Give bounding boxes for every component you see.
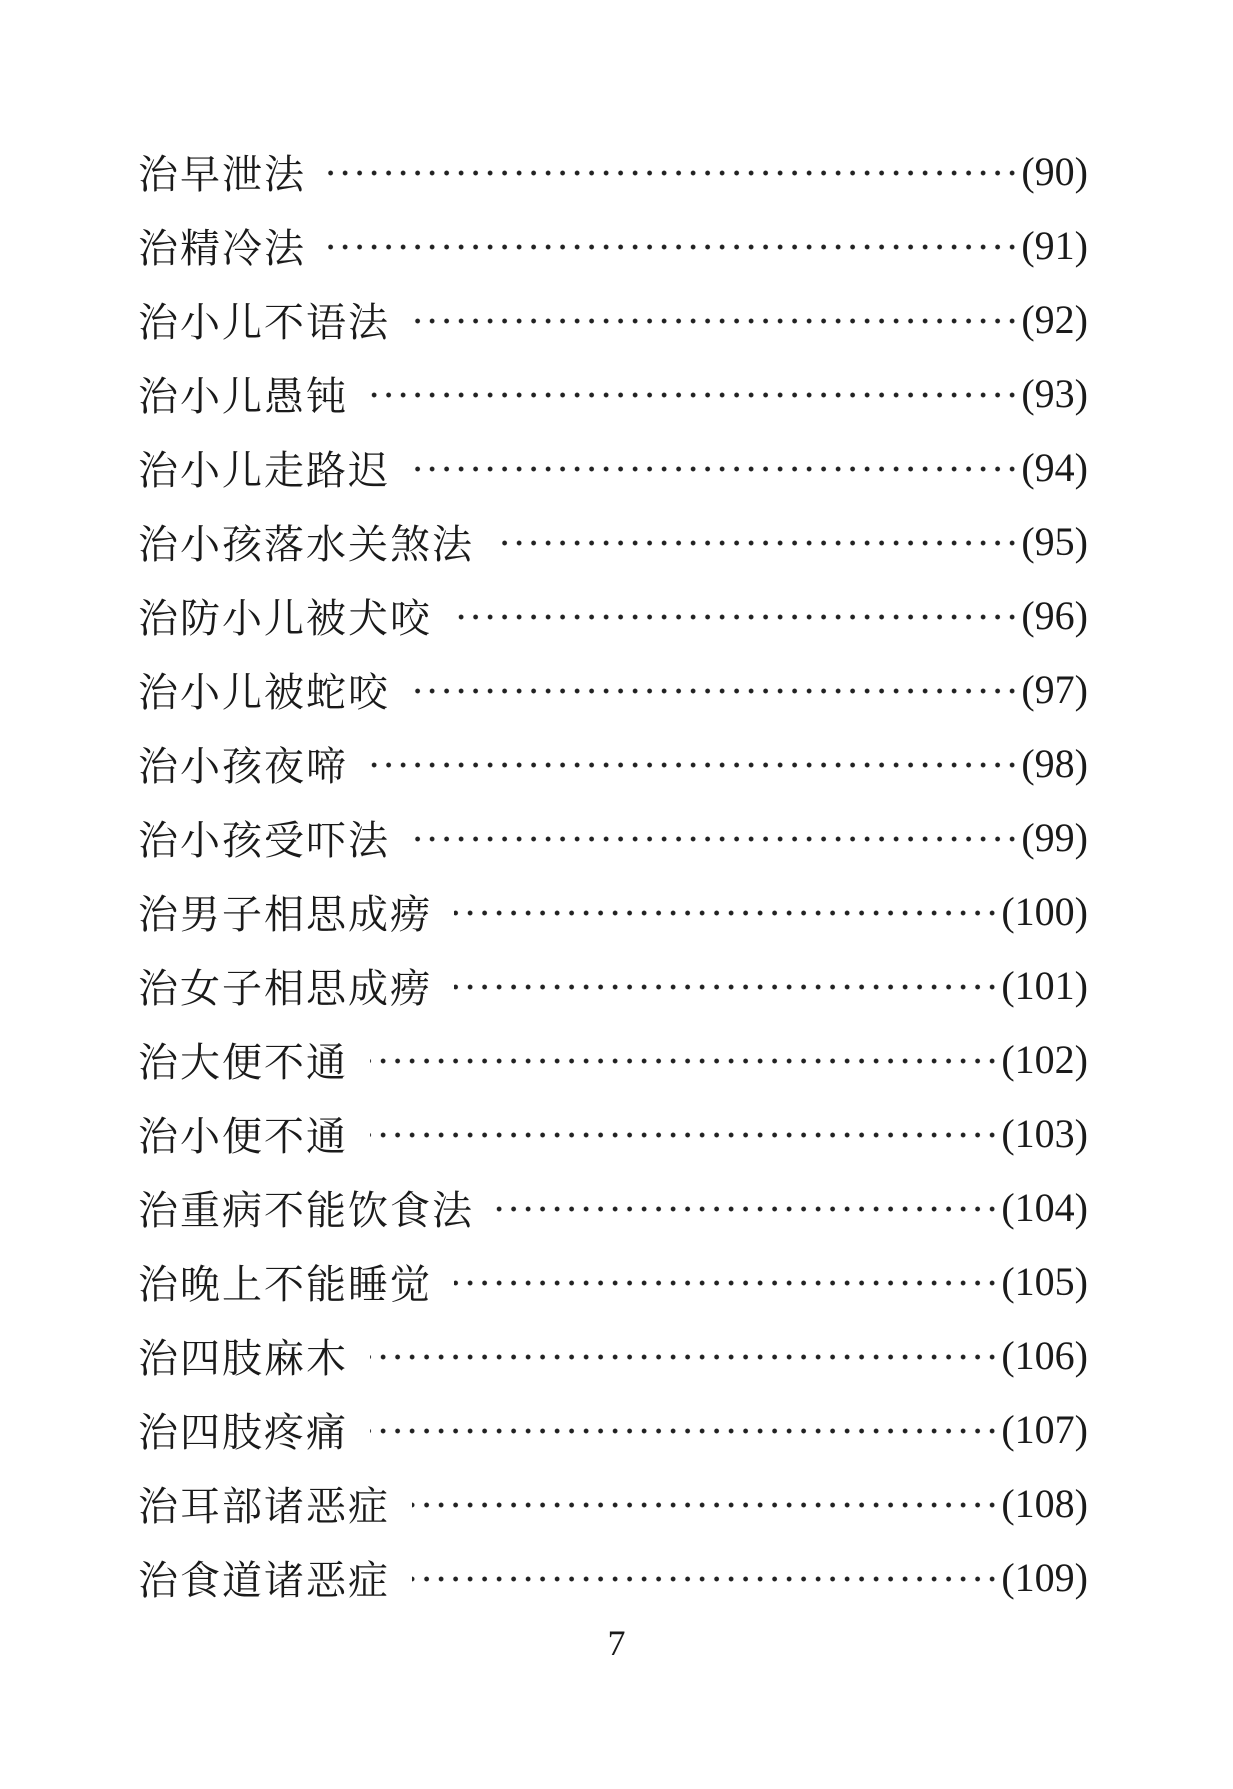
toc-entry <box>138 208 1088 282</box>
page-number: 7 <box>607 1623 626 1663</box>
toc-entry-page: (99) <box>1021 814 1088 860</box>
dot-leader <box>454 893 999 933</box>
toc-entry-page: (91) <box>1021 222 1088 268</box>
toc-entry-title: 治四肢麻木 <box>138 1335 348 1382</box>
toc-entry-page: (90) <box>1021 148 1088 194</box>
toc-entry-page: (105) <box>1001 1258 1088 1304</box>
toc-entry-title: 治重病不能饮食法 <box>138 1187 474 1234</box>
toc-entry-page: (100) <box>1001 888 1088 934</box>
toc-entry-title: 治四肢疼痛 <box>138 1409 348 1456</box>
toc-entry-title: 治耳部诸恶症 <box>138 1483 390 1530</box>
dot-leader <box>412 1485 999 1525</box>
toc-entry-title: 治大便不通 <box>138 1039 348 1086</box>
dot-leader <box>370 1041 999 1081</box>
dot-leader <box>496 1189 999 1229</box>
table-of-contents <box>138 134 1088 1614</box>
dot-leader <box>454 597 1019 637</box>
dot-leader <box>412 671 1019 711</box>
toc-entry <box>138 1540 1088 1614</box>
toc-entry-page: (102) <box>1001 1036 1088 1082</box>
toc-entry-title: 治精冷法 <box>138 225 306 272</box>
toc-entry-page: (101) <box>1001 962 1088 1008</box>
toc-entry <box>138 1318 1088 1392</box>
toc-entry <box>138 1170 1088 1244</box>
dot-leader <box>328 227 1019 267</box>
toc-entry-page: (95) <box>1021 518 1088 564</box>
dot-leader <box>370 375 1019 415</box>
toc-entry <box>138 504 1088 578</box>
dot-leader <box>454 967 999 1007</box>
toc-entry-title: 治防小儿被犬咬 <box>138 595 432 642</box>
dot-leader <box>412 1559 999 1599</box>
toc-entry <box>138 726 1088 800</box>
toc-entry-title: 治男子相思成痨 <box>138 891 432 938</box>
toc-entry <box>138 1466 1088 1540</box>
toc-entry-page: (97) <box>1021 666 1088 712</box>
dot-leader <box>370 1115 999 1155</box>
toc-entry-title: 治小儿被蛇咬 <box>138 669 390 716</box>
toc-entry-title: 治小孩夜啼 <box>138 743 348 790</box>
dot-leader <box>328 153 1019 193</box>
dot-leader <box>370 1337 999 1377</box>
toc-entry-title: 治早泄法 <box>138 151 306 198</box>
toc-entry <box>138 1392 1088 1466</box>
toc-entry <box>138 1096 1088 1170</box>
dot-leader <box>412 819 1019 859</box>
dot-leader <box>454 1263 999 1303</box>
toc-entry <box>138 948 1088 1022</box>
toc-entry-title: 治小儿走路迟 <box>138 447 390 494</box>
toc-entry-title: 治女子相思成痨 <box>138 965 432 1012</box>
toc-entry <box>138 1022 1088 1096</box>
toc-entry-page: (103) <box>1001 1110 1088 1156</box>
toc-entry <box>138 356 1088 430</box>
toc-entry <box>138 1244 1088 1318</box>
toc-entry-page: (106) <box>1001 1332 1088 1378</box>
dot-leader <box>370 1411 999 1451</box>
toc-entry-page: (93) <box>1021 370 1088 416</box>
toc-entry-page: (107) <box>1001 1406 1088 1452</box>
toc-entry-page: (104) <box>1001 1184 1088 1230</box>
toc-entry <box>138 430 1088 504</box>
dot-leader <box>412 301 1019 341</box>
toc-entry-title: 治小儿不语法 <box>138 299 390 346</box>
toc-entry-page: (98) <box>1021 740 1088 786</box>
toc-entry <box>138 578 1088 652</box>
toc-entry <box>138 652 1088 726</box>
toc-entry-title: 治食道诸恶症 <box>138 1557 390 1604</box>
toc-entry <box>138 282 1088 356</box>
toc-entry-page: (92) <box>1021 296 1088 342</box>
toc-entry-title: 治晚上不能睡觉 <box>138 1261 432 1308</box>
toc-entry-title: 治小儿愚钝 <box>138 373 348 420</box>
toc-entry-page: (94) <box>1021 444 1088 490</box>
toc-entry <box>138 800 1088 874</box>
toc-entry-title: 治小便不通 <box>138 1113 348 1160</box>
dot-leader <box>412 449 1019 489</box>
toc-entry-page: (96) <box>1021 592 1088 638</box>
toc-entry-page: (109) <box>1001 1554 1088 1600</box>
dot-leader <box>370 745 1019 785</box>
toc-entry-title: 治小孩落水关煞法 <box>138 521 474 568</box>
toc-entry-title: 治小孩受吓法 <box>138 817 390 864</box>
toc-entry-page: (108) <box>1001 1480 1088 1526</box>
toc-entry <box>138 134 1088 208</box>
dot-leader <box>496 523 1019 563</box>
toc-entry <box>138 874 1088 948</box>
